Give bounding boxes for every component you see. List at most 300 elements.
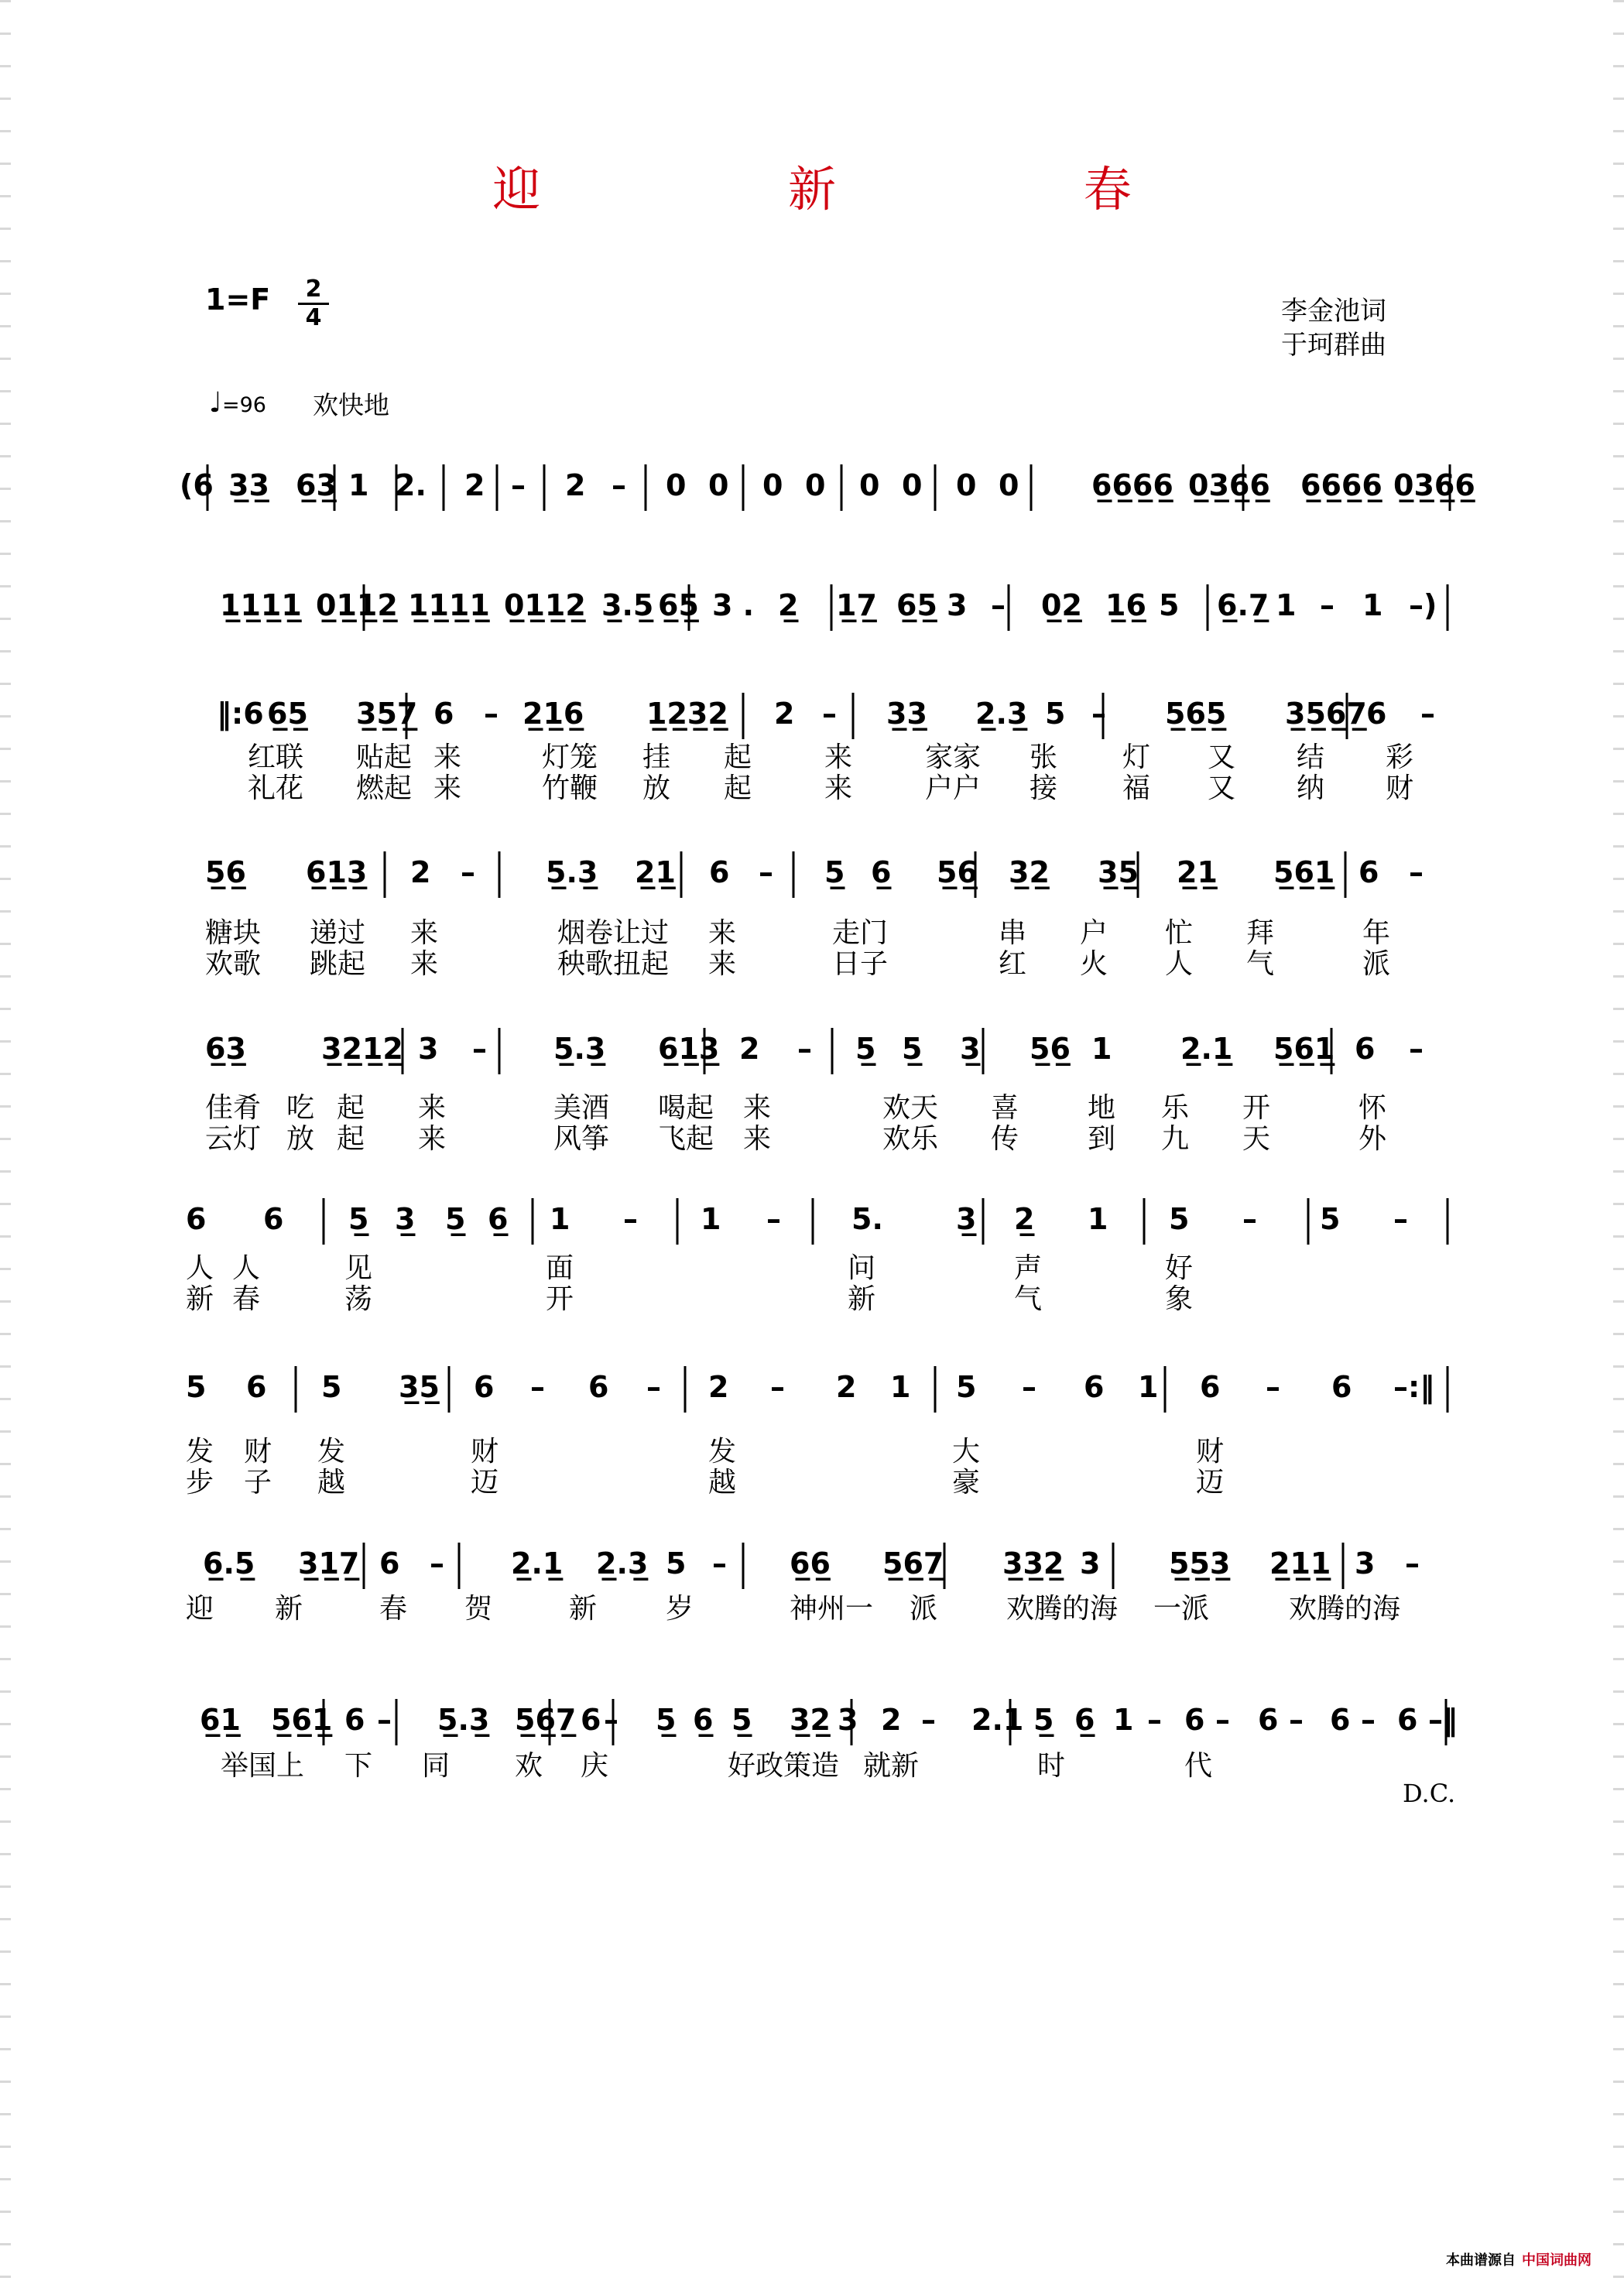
lyric-verse-1: 同 — [422, 1750, 451, 1782]
lyric-verse-2: 放 — [286, 1123, 315, 1155]
lyric-verse-2: 新 — [186, 1283, 214, 1315]
note: 1 — [1091, 1032, 1112, 1066]
note: – — [1409, 1032, 1424, 1066]
note: 3̲3̲ — [228, 468, 269, 502]
note: 5̲ — [824, 855, 845, 889]
note: 6̲1̲3̲ — [658, 1032, 720, 1066]
lyric-verse-2: 外 — [1358, 1123, 1387, 1155]
note: 5̲ — [656, 1703, 677, 1737]
note: 2̲ — [778, 588, 799, 622]
note: 3̲5̲ — [399, 1370, 440, 1404]
lyric-verse-2: 户户 — [925, 772, 982, 804]
lyric-verse-2: 人 — [1165, 948, 1194, 980]
note: – — [623, 1202, 638, 1236]
lyric-verse-1: 人 — [186, 1252, 214, 1284]
note: 5 — [1045, 697, 1066, 731]
lyric-verse-2: 云灯 — [205, 1123, 262, 1155]
lyric-verse-2: 秧歌扭起 — [557, 948, 670, 980]
lyric-verse-1: 挂 — [642, 741, 671, 773]
note: 1̲7̲ — [836, 588, 877, 622]
note: 6 — [1084, 1370, 1105, 1404]
note: 6 — [1330, 1703, 1351, 1737]
lyric-verse-2: 红 — [999, 948, 1027, 980]
note: – — [646, 1370, 661, 1404]
lyric-verse-1: 人 — [232, 1252, 261, 1284]
note: – — [712, 1546, 727, 1581]
lyric-verse-2: 火 — [1080, 948, 1108, 980]
note: 3̲ — [960, 1032, 981, 1066]
lyric-verse-1: 庆 — [581, 1750, 609, 1782]
note: 6̲1̲ — [200, 1703, 241, 1737]
note: –:‖ — [1393, 1370, 1435, 1404]
note: – — [1405, 1546, 1420, 1581]
note: – — [1393, 1202, 1408, 1236]
note: – — [991, 588, 1006, 622]
lyric-verse-1: 财 — [471, 1436, 499, 1468]
lyric-verse-1: 面 — [546, 1252, 574, 1284]
source-footer — [1446, 2249, 1591, 2269]
note: 6̲3̲ — [296, 468, 337, 502]
time-bottom: 4 — [305, 304, 322, 331]
lyricist: 李金池词 — [1281, 296, 1386, 327]
lyric-verse-1: 举国上 — [221, 1750, 305, 1782]
lyric-verse-1: 开 — [1242, 1092, 1271, 1124]
lyric-verse-1: 派 — [910, 1593, 938, 1625]
note: 6̲3̲ — [205, 1032, 246, 1066]
note: 1 — [348, 468, 369, 502]
da-capo-mark: D.C. — [1403, 1779, 1456, 1808]
note: 1̲2̲3̲2̲ — [646, 697, 728, 731]
note: 2 — [881, 1703, 902, 1737]
music-system — [186, 1543, 1420, 1625]
note: 5̲6̲ — [1030, 1032, 1071, 1066]
note: – — [1361, 1703, 1376, 1737]
note: 6 — [263, 1202, 284, 1236]
lyric-verse-2: 派 — [1362, 948, 1391, 980]
music-system — [217, 693, 1435, 804]
note: 3 — [1080, 1546, 1101, 1581]
note: 6 — [1366, 697, 1387, 731]
lyric-verse-2: 起 — [724, 772, 752, 804]
lyric-verse-1: 新 — [275, 1593, 303, 1625]
note: – — [530, 1370, 545, 1404]
lyric-verse-2: 放 — [642, 772, 671, 804]
quarter-note-icon: ♩ — [209, 387, 222, 419]
note: 3̲1̲7̲ — [298, 1546, 360, 1581]
note: 2 — [836, 1370, 857, 1404]
note: 2 — [774, 697, 795, 731]
music-system — [200, 1699, 1458, 1782]
note: 3̲5̲6̲7̲ — [1285, 697, 1367, 731]
note: 2. — [395, 468, 427, 502]
lyric-verse-2: 豪 — [952, 1467, 981, 1498]
lyric-verse-2: 气 — [1246, 948, 1275, 980]
note: 5. — [851, 1202, 883, 1236]
expression-marking: 欢快地 — [313, 390, 389, 420]
note: 6 — [1355, 1032, 1376, 1066]
lyric-verse-1: 好 — [1165, 1252, 1194, 1284]
note: – — [1147, 1703, 1162, 1737]
note: 2.1 — [971, 1703, 1024, 1737]
note: 5 — [321, 1370, 342, 1404]
lyric-verse-1: 来 — [433, 741, 462, 773]
lyric-verse-2: 礼花 — [248, 772, 304, 804]
note: 6 — [1331, 1370, 1352, 1404]
note: 5̲ — [348, 1202, 369, 1236]
lyric-verse-1: 递过 — [310, 917, 366, 949]
note: 5̲ — [1033, 1703, 1054, 1737]
lyric-verse-2: 迈 — [1196, 1467, 1225, 1498]
note: – — [430, 1546, 444, 1581]
lyric-verse-2: 到 — [1088, 1123, 1116, 1155]
note: 0̲1̲1̲2̲ — [316, 588, 398, 622]
lyric-verse-1: 糖块 — [205, 917, 262, 949]
lyric-verse-2: 竹鞭 — [542, 772, 598, 804]
note: – — [1266, 1370, 1280, 1404]
music-system — [220, 584, 1448, 631]
note: 5 — [186, 1370, 207, 1404]
note: 6 — [1397, 1703, 1418, 1737]
note: 5 — [1169, 1202, 1190, 1236]
note: – — [921, 1703, 936, 1737]
note: 5̲6̲7̲ — [882, 1546, 944, 1581]
note: 3̲5̲ — [1098, 855, 1139, 889]
note: 1̲6̲ — [1105, 588, 1146, 622]
lyric-verse-1: 新 — [569, 1593, 598, 1625]
lyric-verse-1: 户 — [1080, 917, 1108, 949]
lyric-verse-2: 气 — [1014, 1283, 1043, 1315]
note: – — [1242, 1202, 1257, 1236]
note: 6̲1̲3̲ — [306, 855, 368, 889]
lyric-verse-2: 日子 — [832, 948, 889, 980]
note: 0 — [859, 468, 880, 502]
lyric-verse-2: 来 — [824, 772, 853, 804]
note: 5 — [956, 1370, 977, 1404]
note: 1̲1̲1̲1̲ — [220, 588, 302, 622]
lyric-verse-2: 来 — [708, 948, 737, 980]
lyric-verse-2: 天 — [1242, 1123, 1271, 1155]
note: 6̲5̲ — [267, 697, 308, 731]
note: 6̲6̲6̲6̲ — [1300, 468, 1382, 502]
lyric-verse-2: 燃起 — [356, 772, 413, 804]
note: – — [604, 1703, 618, 1737]
music-system — [205, 1028, 1424, 1155]
note: 1 — [701, 1202, 721, 1236]
note: 3 — [1355, 1546, 1376, 1581]
lyric-verse-2: 越 — [317, 1467, 346, 1498]
lyric-verse-1: 欢腾的海 — [1289, 1593, 1401, 1625]
note: – — [461, 855, 475, 889]
note: 6̲5̲ — [896, 588, 937, 622]
note: 6 — [1200, 1370, 1221, 1404]
lyric-verse-1: 贴起 — [356, 741, 413, 773]
lyric-verse-1: 来 — [743, 1092, 772, 1124]
lyric-verse-1: 一派 — [1153, 1593, 1210, 1625]
lyric-verse-1: 喜 — [991, 1092, 1019, 1124]
song-title: 迎 新 春 — [492, 161, 1248, 217]
note: 6̲ — [693, 1703, 714, 1737]
lyric-verse-1: 春 — [379, 1593, 408, 1625]
source-site-link[interactable]: 中国词曲网 — [1522, 2252, 1591, 2269]
note: 0 — [666, 468, 687, 502]
lyric-verse-2: 纳 — [1297, 772, 1325, 804]
note: 5̲ — [855, 1032, 876, 1066]
music-system — [186, 1198, 1448, 1315]
lyric-verse-2: 欢乐 — [882, 1123, 939, 1155]
lyric-verse-1: 红联 — [248, 741, 304, 773]
lyric-verse-2: 来 — [743, 1123, 772, 1155]
note: (6 — [180, 468, 214, 502]
lyric-verse-1: 发 — [708, 1436, 737, 1468]
note: 2̲.1̲ — [511, 1546, 564, 1581]
composer: 于珂群曲 — [1281, 330, 1386, 361]
lyric-verse-1: 来 — [418, 1092, 447, 1124]
note: 3 — [947, 588, 968, 622]
note: – — [1409, 855, 1424, 889]
lyric-verse-1: 忙 — [1165, 917, 1194, 949]
note: 3̲2̲1̲2̲ — [321, 1032, 403, 1066]
lyric-verse-1: 时 — [1037, 1750, 1066, 1782]
note: 5̲6̲7̲ — [515, 1703, 577, 1737]
lyric-verse-1: 下 — [344, 1750, 373, 1782]
note: 6 — [1184, 1703, 1205, 1737]
note: 5 — [1320, 1202, 1341, 1236]
lyric-verse-1: 发 — [317, 1436, 346, 1468]
note: 3̲3̲2̲ — [1002, 1546, 1064, 1581]
note: –‖ — [1428, 1703, 1458, 1737]
music-system — [180, 464, 1475, 511]
note: 6 — [433, 697, 454, 731]
note: 6 — [1258, 1703, 1279, 1737]
note: 6̲.7̲ — [1217, 588, 1269, 622]
lyric-verse-1: 年 — [1362, 917, 1391, 949]
lyric-verse-1: 贺 — [464, 1593, 493, 1625]
music-system — [205, 851, 1424, 980]
note: 5̲6̲ — [937, 855, 978, 889]
note: 1 — [1138, 1370, 1159, 1404]
note: 0̲3̲6̲6̲ — [1393, 468, 1475, 502]
lyric-verse-1: 喝起 — [658, 1092, 714, 1124]
lyric-verse-1: 大 — [952, 1436, 981, 1468]
lyric-verse-2: 接 — [1030, 772, 1058, 804]
note: – — [1320, 588, 1334, 622]
note: – — [1215, 1703, 1230, 1737]
lyric-verse-2: 来 — [418, 1123, 447, 1155]
note: 6̲ — [1074, 1703, 1095, 1737]
lyric-verse-1: 声 — [1014, 1252, 1043, 1284]
lyric-verse-1: 烟卷让过 — [557, 917, 670, 949]
lyric-verse-1: 张 — [1030, 741, 1058, 773]
note: 1 — [550, 1202, 570, 1236]
lyric-verse-1: 来 — [824, 741, 853, 773]
note: 2̲ — [1014, 1202, 1035, 1236]
lyric-verse-1: 地 — [1088, 1092, 1116, 1124]
lyric-verse-1: 灯 — [1122, 741, 1151, 773]
note: 2 — [410, 855, 431, 889]
note: 3̲3̲ — [886, 697, 927, 731]
note: 0 — [999, 468, 1019, 502]
note: 5̲6̲1̲ — [271, 1703, 333, 1737]
note: 2̲1̲1̲ — [1269, 1546, 1331, 1581]
note: 6 — [246, 1370, 267, 1404]
note: 3̲5̲7̲ — [356, 697, 418, 731]
note: – — [1022, 1370, 1036, 1404]
note: 0 — [902, 468, 923, 502]
music-system — [186, 1366, 1448, 1498]
lyric-verse-1: 迎 — [186, 1593, 214, 1625]
note: – — [484, 697, 499, 731]
note: 1 — [1113, 1703, 1134, 1737]
note: 3̲.5̲ — [601, 588, 654, 622]
lyric-verse-2: 跳起 — [310, 948, 366, 980]
note: 6 — [344, 1703, 365, 1737]
lyric-verse-2: 越 — [708, 1467, 737, 1498]
lyric-verse-1: 发 — [186, 1436, 214, 1468]
note: 1̲1̲1̲1̲ — [408, 588, 490, 622]
lyric-verse-1: 灯笼 — [542, 741, 598, 773]
lyric-verse-2: 欢歌 — [205, 948, 262, 980]
note: 6̲5̲ — [658, 588, 699, 622]
lyric-verse-2: 飞起 — [658, 1123, 714, 1155]
note: 6 — [474, 1370, 495, 1404]
lyric-verse-1: 来 — [708, 917, 737, 949]
lyric-verse-1: 欢 — [515, 1750, 543, 1782]
note: 5̲ — [445, 1202, 466, 1236]
note: 6 — [379, 1546, 400, 1581]
note: 6 — [709, 855, 730, 889]
note: 3 . — [712, 588, 755, 622]
note: 6̲ — [488, 1202, 509, 1236]
lyric-verse-2: 来 — [433, 772, 462, 804]
note: 5 — [666, 1546, 687, 1581]
note: 2̲.3̲ — [975, 697, 1028, 731]
lyric-verse-1: 就新 — [863, 1750, 920, 1782]
tempo-value: =96 — [221, 393, 266, 417]
note: 5̲.3̲ — [553, 1032, 606, 1066]
note: 3̲ — [956, 1202, 977, 1236]
note: 0 — [762, 468, 783, 502]
lyric-verse-2: 传 — [991, 1123, 1019, 1155]
note: 5 — [1159, 588, 1180, 622]
note: 1 — [890, 1370, 911, 1404]
lyric-verse-1: 拜 — [1246, 917, 1275, 949]
note: – — [759, 855, 773, 889]
note: 6̲ — [871, 855, 892, 889]
lyric-verse-1: 好政策造 — [728, 1750, 840, 1782]
note: 0 — [956, 468, 977, 502]
note: 5̲6̲ — [205, 855, 246, 889]
note: 6 — [588, 1370, 609, 1404]
lyric-verse-1: 来 — [410, 917, 439, 949]
lyric-verse-1: 起 — [724, 741, 752, 773]
note: 2̲1̲ — [635, 855, 676, 889]
note: – — [770, 1370, 785, 1404]
lyric-verse-2: 又 — [1208, 772, 1236, 804]
lyric-verse-1: 财 — [1196, 1436, 1225, 1468]
note: – — [1091, 697, 1106, 731]
note: 0̲1̲1̲2̲ — [504, 588, 586, 622]
lyric-verse-2: 财 — [1386, 772, 1414, 804]
lyric-verse-2: 荡 — [344, 1283, 373, 1315]
lyric-verse-2: 起 — [337, 1123, 365, 1155]
lyric-verse-2: 开 — [546, 1283, 574, 1315]
note: – — [797, 1032, 812, 1066]
lyric-verse-2: 风筝 — [553, 1123, 610, 1155]
lyric-verse-2: 来 — [410, 948, 439, 980]
note: – — [1420, 697, 1435, 731]
lyric-verse-1: 岁 — [666, 1593, 694, 1625]
lyric-verse-1: 结 — [1297, 741, 1325, 773]
lyric-verse-1: 问 — [848, 1252, 876, 1284]
lyric-verse-2: 子 — [244, 1467, 272, 1498]
note: – — [472, 1032, 487, 1066]
note: 3̲2̲ — [1009, 855, 1050, 889]
note: 6̲6̲6̲6̲ — [1091, 468, 1173, 502]
lyric-verse-1: 欢腾的海 — [1006, 1593, 1119, 1625]
lyric-verse-2: 新 — [848, 1283, 876, 1315]
note: 5̲ — [731, 1703, 752, 1737]
note: – — [511, 468, 526, 502]
lyric-verse-1: 财 — [244, 1436, 272, 1468]
note: 5̲ — [902, 1032, 923, 1066]
note: ‖:6 — [217, 697, 264, 731]
note: –) — [1409, 588, 1437, 622]
note: 3 — [838, 1703, 858, 1737]
note: 5̲6̲1̲ — [1273, 1032, 1335, 1066]
lyric-verse-2: 春 — [232, 1283, 261, 1315]
lyric-verse-1: 神州一 — [790, 1593, 874, 1625]
lyric-verse-2: 九 — [1161, 1123, 1190, 1155]
note: 1 — [1088, 1202, 1108, 1236]
note: 5̲.3̲ — [437, 1703, 490, 1737]
source-prefix: 本曲谱源自 — [1446, 2252, 1516, 2269]
lyric-verse-1: 佳肴 — [205, 1092, 262, 1124]
note: 2 — [464, 468, 485, 502]
note: 6̲6̲ — [790, 1546, 831, 1581]
note: 6 — [186, 1202, 207, 1236]
note: 5̲5̲3̲ — [1169, 1546, 1231, 1581]
note: 0 — [805, 468, 826, 502]
note: 0 — [708, 468, 729, 502]
lyric-verse-1: 代 — [1184, 1750, 1213, 1782]
note: 2̲1̲6̲ — [522, 697, 584, 731]
note: 5̲6̲5̲ — [1165, 697, 1227, 731]
note: 2 — [565, 468, 586, 502]
lyric-verse-2: 福 — [1122, 772, 1151, 804]
note: 3 — [418, 1032, 439, 1066]
lyric-verse-2: 象 — [1165, 1283, 1194, 1315]
lyric-verse-1: 又 — [1208, 741, 1236, 773]
note: – — [377, 1703, 392, 1737]
note: 0̲3̲6̲6̲ — [1188, 468, 1270, 502]
note: – — [766, 1202, 781, 1236]
note: 3̲2̲ — [790, 1703, 831, 1737]
lyric-verse-1: 串 — [999, 917, 1027, 949]
lyric-verse-2: 迈 — [471, 1467, 499, 1498]
note: 2̲.1̲ — [1180, 1032, 1233, 1066]
note: 5̲.3̲ — [546, 855, 598, 889]
key-label: 1=F — [205, 283, 271, 317]
note: 3̲ — [395, 1202, 416, 1236]
note: 5̲6̲1̲ — [1273, 855, 1335, 889]
note: 6 — [1358, 855, 1379, 889]
note: – — [612, 468, 626, 502]
lyric-verse-2: 步 — [186, 1467, 214, 1498]
note: – — [822, 697, 837, 731]
lyric-verse-1: 见 — [344, 1252, 373, 1284]
time-top: 2 — [305, 276, 322, 303]
lyric-verse-1: 走门 — [832, 917, 889, 949]
